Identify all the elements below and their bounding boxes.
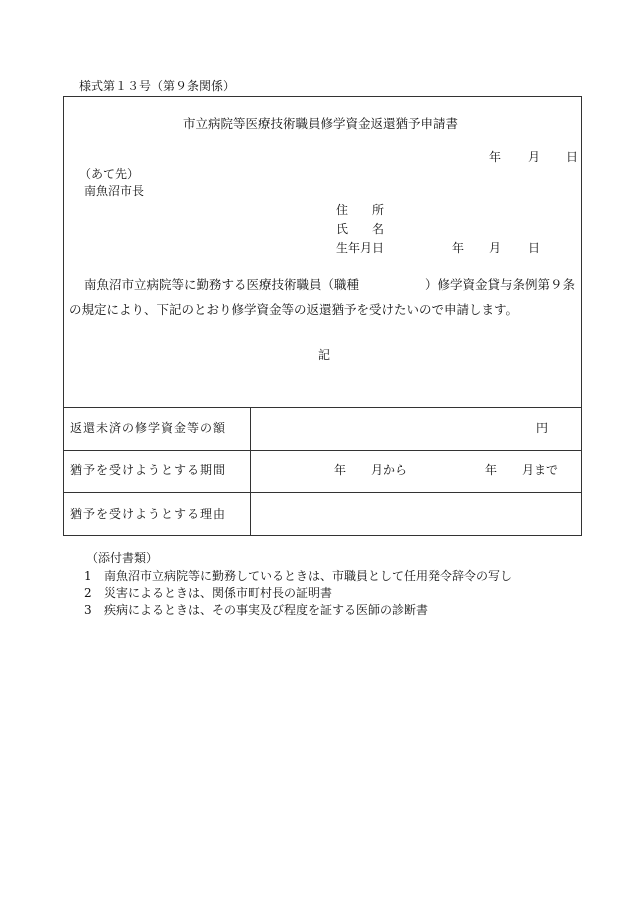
row-deferral-period-label: 猶予を受けようとする期間 — [70, 463, 227, 477]
ki-mark: 記 — [318, 348, 331, 362]
attachment-2-num: 2 — [84, 586, 92, 600]
birth-month: 月 — [489, 241, 502, 255]
date-year: 年 — [489, 150, 502, 164]
table-top-border — [63, 407, 582, 408]
attachment-1-num: 1 — [84, 569, 92, 583]
date-day: 日 — [566, 150, 579, 164]
attachment-3-text: 疾病によるときは、その事実及び程度を証する医師の診断書 — [104, 603, 429, 617]
row-unpaid-amount-label: 返還未済の修学資金等の額 — [70, 421, 227, 435]
period-from-month: 月から — [371, 463, 408, 477]
date-month: 月 — [528, 150, 541, 164]
birthdate-label: 生年月日 — [336, 241, 385, 255]
birth-day: 日 — [528, 241, 541, 255]
name-label: 氏 名 — [336, 222, 385, 236]
addressee-prefix: （あて先） — [79, 167, 140, 181]
body-line-2: の規定により、下記のとおり修学資金等の返還猶予を受けたいので申請します。 — [69, 302, 519, 317]
period-from-year: 年 — [334, 463, 347, 477]
attachment-1-text: 南魚沼市立病院等に勤務しているときは、市職員として任用発令辞令の写し — [104, 569, 513, 583]
document-title: 市立病院等医療技術職員修学資金返還猶予申請書 — [183, 116, 459, 131]
body-line-1b: ）修学資金貸与条例第９条 — [425, 277, 576, 292]
row-unpaid-amount-unit: 円 — [536, 421, 549, 435]
birth-year: 年 — [452, 241, 465, 255]
body-line-1a: 南魚沼市立病院等に勤務する医療技術職員（職種 — [84, 277, 360, 292]
table-row-divider-2 — [63, 492, 582, 493]
table-row-divider-1 — [63, 450, 582, 451]
attachment-3-num: 3 — [84, 603, 92, 617]
period-to-month: 月まで — [522, 463, 559, 477]
address-label: 住 所 — [336, 203, 385, 217]
attachment-2-text: 災害によるときは、関係市町村長の証明書 — [104, 586, 333, 600]
attachments-heading: （添付書類） — [86, 551, 159, 565]
addressee-name: 南魚沼市長 — [84, 184, 145, 198]
row-deferral-reason-label: 猶予を受けようとする理由 — [70, 507, 227, 521]
form-number: 様式第１３号（第９条関係） — [79, 79, 236, 93]
table-column-divider — [250, 407, 251, 536]
period-to-year: 年 — [485, 463, 498, 477]
